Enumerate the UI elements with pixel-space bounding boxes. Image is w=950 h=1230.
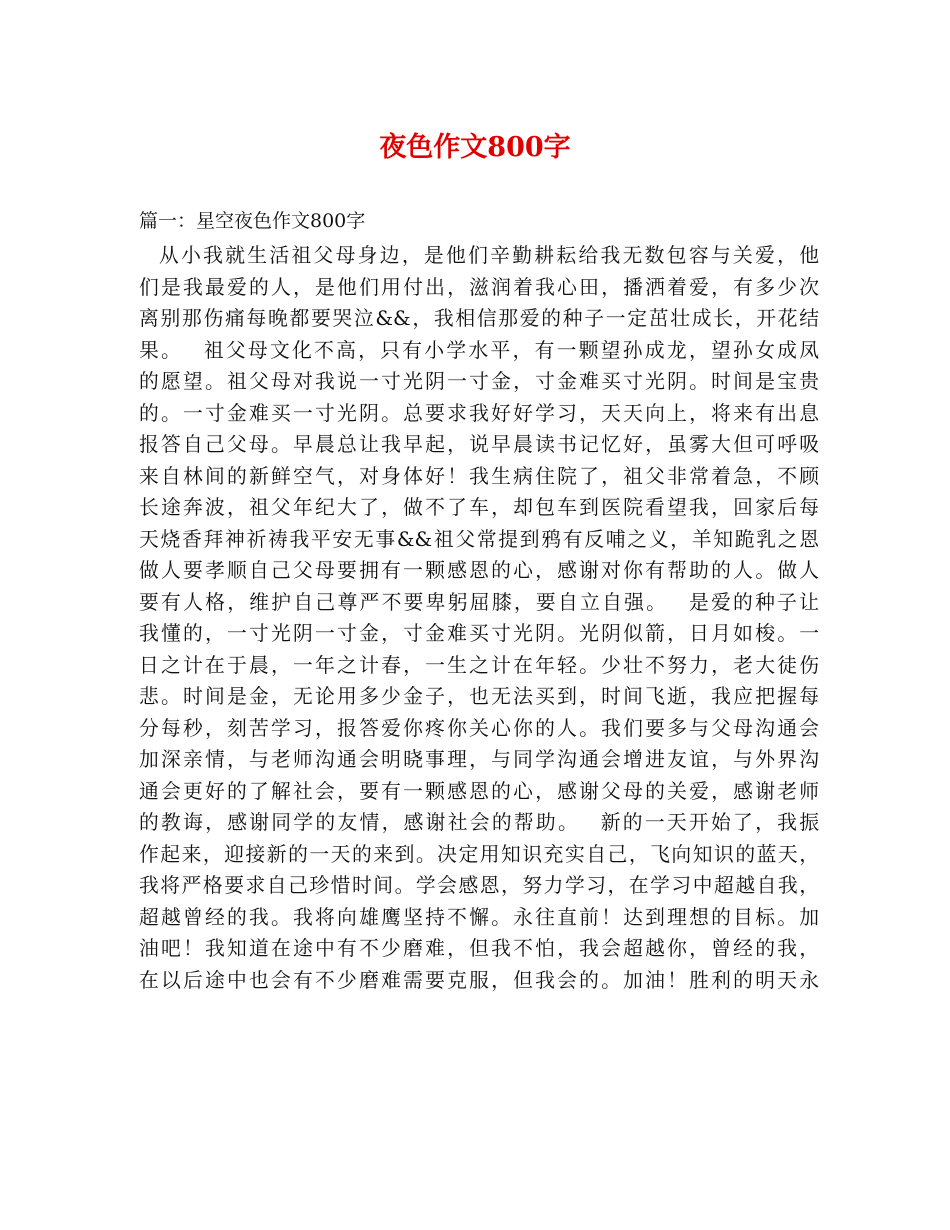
essay-line: 作起来，迎接新的一天的来到。决定用知识充实自己，飞向知识的蓝天， — [139, 842, 819, 866]
document-title: 夜色作文800字 — [379, 132, 571, 163]
essay-line: 加深亲情，与老师沟通会明晓事理，与同学沟通会增进友谊，与外界沟 — [139, 748, 819, 771]
essay-line: 长途奔波，祖父年纪大了，做不了车，却包车到医院看望我，回家后每 — [139, 496, 819, 519]
essay-line: 做人要孝顺自己父母要拥有一颗感恩的心，感谢对你有帮助的人。做人 — [139, 559, 819, 582]
essay-line: 来自林间的新鲜空气，对身体好！我生病住院了，祖父非常着急，不顾 — [139, 464, 819, 488]
essay-line: 的教诲，感谢同学的友情，感谢社会的帮助。 新的一天开始了，我振 — [139, 811, 819, 834]
essay-line: 日之计在于晨，一年之计春，一生之计在年轻。少壮不努力，老大徒伤 — [139, 653, 819, 677]
essay-line: 离别那伤痛每晚都要哭泣&&，我相信那爱的种子一定茁壮成长，开花结 — [139, 307, 819, 330]
essay-line: 天烧香拜神祈祷我平安无事&&祖父常提到鸦有反哺之义，羊知跪乳之恩 — [139, 527, 819, 551]
essay-line: 们是我最爱的人，是他们用付出，滋润着我心田，播洒着爱，有多少次 — [139, 275, 819, 299]
essay-line: 要有人格，维护自己尊严不要卑躬屈膝，要自立自强。 是爱的种子让 — [139, 590, 819, 614]
essay-line: 的。一寸金难买一寸光阴。总要求我好好学习，天天向上，将来有出息 — [139, 401, 819, 425]
essay-line: 从小我就生活祖父母身边，是他们辛勤耕耘给我无数包容与关爱，他 — [159, 244, 819, 267]
essay-line: 在以后途中也会有不少磨难需要克服，但我会的。加油！胜利的明天永 — [139, 968, 819, 992]
essay-line: 我懂的，一寸光阴一寸金，寸金难买寸光阴。光阴似箭，日月如梭。一 — [139, 622, 819, 645]
essay-line: 超越曾经的我。我将向雄鹰坚持不懈。永往直前！达到理想的目标。加 — [139, 905, 819, 929]
essay-body — [139, 240, 829, 996]
essay-line: 报答自己父母。早晨总让我早起，说早晨读书记忆好，虽雾大但可呼吸 — [139, 433, 819, 456]
essay-line: 果。 祖父母文化不高，只有小学水平，有一颗望孙成龙，望孙女成凤 — [139, 338, 819, 362]
essay-line: 的愿望。祖父母对我说一寸光阴一寸金，寸金难买寸光阴。时间是宝贵 — [139, 370, 819, 393]
section-heading: 篇一：星空夜色作文800字 — [139, 210, 366, 232]
essay-line: 分每秒，刻苦学习，报答爱你疼你关心你的人。我们要多与父母沟通会 — [139, 716, 819, 740]
essay-line: 通会更好的了解社会，要有一颗感恩的心，感谢父母的关爱，感谢老师 — [139, 779, 819, 803]
essay-line: 油吧！我知道在途中有不少磨难，但我不怕，我会超越你，曾经的我， — [139, 937, 819, 960]
essay-line: 悲。时间是金，无论用多少金子，也无法买到，时间飞逝，我应把握每 — [139, 685, 819, 708]
essay-line: 我将严格要求自己珍惜时间。学会感恩，努力学习，在学习中超越自我， — [139, 874, 819, 897]
